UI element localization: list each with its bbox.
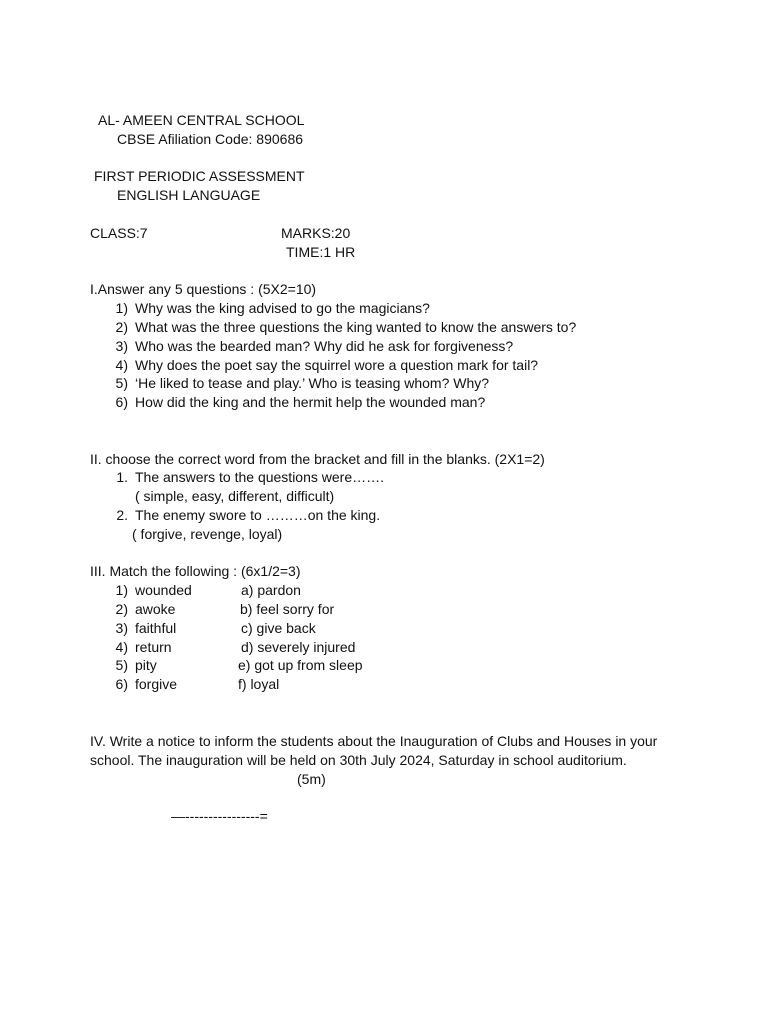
item-number: 1) bbox=[115, 582, 128, 598]
item-number: 4) bbox=[115, 357, 128, 373]
blank-sentence: The answers to the questions were……. bbox=[135, 469, 385, 485]
question-text: ‘He liked to tease and play.’ Who is teasing whom? Why? bbox=[135, 375, 490, 391]
time-label: TIME:1 HR bbox=[286, 244, 356, 260]
list-item bbox=[104, 319, 576, 335]
list-item bbox=[104, 300, 430, 316]
item-number: 5) bbox=[115, 657, 128, 673]
match-word: awoke bbox=[135, 601, 176, 617]
table-row bbox=[104, 657, 157, 673]
table-row bbox=[104, 676, 177, 692]
list-item bbox=[104, 507, 380, 523]
list-item bbox=[104, 375, 489, 391]
match-option: b) feel sorry for bbox=[240, 601, 335, 617]
match-option: c) give back bbox=[241, 620, 316, 636]
section-4-line-2: school. The inauguration will be held on 30th July 2024, Saturday in school auditorium. bbox=[90, 752, 627, 768]
list-item bbox=[104, 469, 384, 485]
section-2-heading: II. choose the correct word from the bracket and fill in the blanks. (2X1=2) bbox=[90, 451, 545, 467]
match-option: e) got up from sleep bbox=[238, 657, 363, 673]
table-row bbox=[104, 582, 192, 598]
item-number: 2) bbox=[115, 601, 128, 617]
options-bracket: ( simple, easy, different, difficult) bbox=[135, 488, 335, 504]
item-number: 2. bbox=[116, 507, 128, 523]
section-1-heading: I.Answer any 5 questions : (5X2=10) bbox=[90, 281, 317, 297]
options-bracket: ( forgive, revenge, loyal) bbox=[132, 526, 283, 542]
table-row bbox=[104, 639, 172, 655]
question-text: Who was the bearded man? Why did he ask for forgiveness? bbox=[135, 338, 514, 354]
affiliation-code: CBSE Afiliation Code: 890686 bbox=[117, 131, 304, 147]
end-of-paper-mark: —----------------= bbox=[171, 808, 268, 824]
match-option: d) severely injured bbox=[241, 639, 356, 655]
question-text: What was the three questions the king wanted to know the answers to? bbox=[135, 319, 577, 335]
match-word: pity bbox=[135, 657, 157, 673]
list-item bbox=[104, 338, 513, 354]
question-text: How did the king and the hermit help the wounded man? bbox=[135, 394, 486, 410]
section-4-marks: (5m) bbox=[297, 771, 326, 787]
match-option: a) pardon bbox=[241, 582, 301, 598]
assessment-title: FIRST PERIODIC ASSESSMENT bbox=[94, 168, 305, 184]
item-number: 3) bbox=[115, 620, 128, 636]
item-number: 3) bbox=[115, 338, 128, 354]
match-word: faithful bbox=[135, 620, 177, 636]
marks-label: MARKS:20 bbox=[281, 225, 351, 241]
question-text: Why was the king advised to go the magicians? bbox=[135, 300, 430, 316]
blank-sentence: The enemy swore to ………on the king. bbox=[135, 507, 381, 523]
match-word: wounded bbox=[135, 582, 192, 598]
subject-title: ENGLISH LANGUAGE bbox=[117, 187, 261, 203]
item-number: 1. bbox=[116, 469, 128, 485]
match-word: forgive bbox=[135, 676, 178, 692]
item-number: 2) bbox=[115, 319, 128, 335]
match-option: f) loyal bbox=[238, 676, 280, 692]
list-item bbox=[104, 394, 485, 410]
match-word: return bbox=[135, 639, 172, 655]
school-name: AL- AMEEN CENTRAL SCHOOL bbox=[98, 112, 305, 128]
item-number: 4) bbox=[115, 639, 128, 655]
table-row bbox=[104, 601, 175, 617]
item-number: 6) bbox=[115, 676, 128, 692]
table-row bbox=[104, 620, 176, 636]
item-number: 6) bbox=[115, 394, 128, 410]
section-4-line-1: IV. Write a notice to inform the students about the Inauguration of Clubs and Houses in your bbox=[90, 733, 658, 749]
question-text: Why does the poet say the squirrel wore a question mark for tail? bbox=[135, 357, 539, 373]
class-label: CLASS:7 bbox=[90, 225, 148, 241]
list-item bbox=[104, 357, 538, 373]
section-3-heading: III. Match the following : (6x1/2=3) bbox=[90, 563, 301, 579]
item-number: 5) bbox=[115, 375, 128, 391]
item-number: 1) bbox=[115, 300, 128, 316]
